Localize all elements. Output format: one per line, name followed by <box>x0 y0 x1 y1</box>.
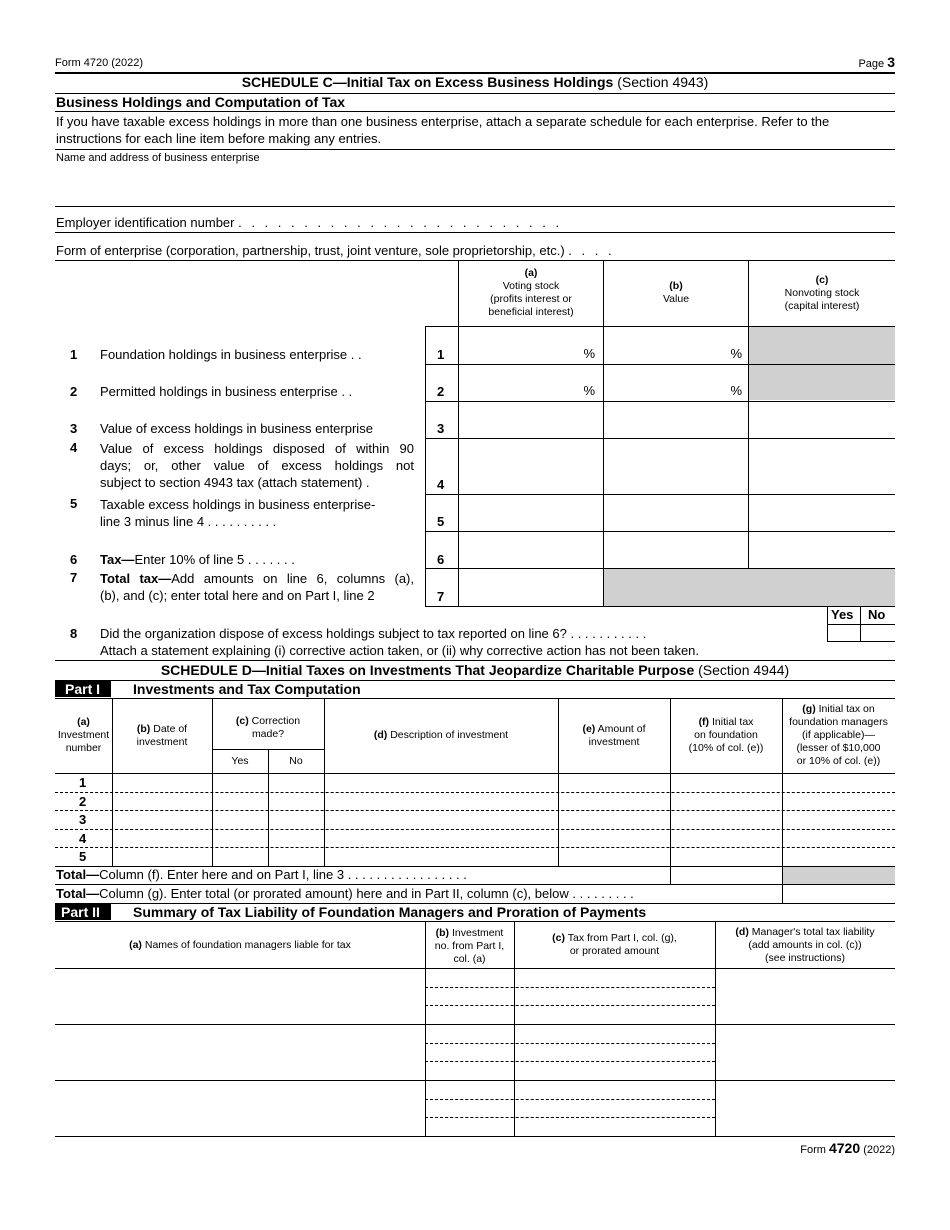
line-3-text: Value of excess holdings in business enterprise <box>100 421 373 436</box>
col-c-header: (c) Nonvoting stock (capital interest) <box>784 274 860 312</box>
line-5c-input[interactable] <box>749 495 895 531</box>
shaded-total-g <box>783 867 895 884</box>
line-1a-input[interactable]: % <box>583 346 595 361</box>
page-num: 3 <box>887 54 895 70</box>
line-7-num: 7 <box>70 570 78 585</box>
line-5-text: Taxable excess holdings in business enterprise- line 3 minus line 4 . . . . . . . . . . <box>100 497 376 529</box>
col-date-header: (b) Date of investment <box>136 723 188 748</box>
form-of-enterprise-field[interactable] <box>680 238 894 260</box>
no-header: No <box>868 607 886 622</box>
row-4-number: 4 <box>79 831 87 846</box>
line-1-box: 1 <box>437 347 445 362</box>
p2-col-a-header: (a) Names of foundation managers liable for tax <box>129 939 351 951</box>
line-6a-input[interactable] <box>459 532 603 568</box>
line-7-text: Total tax—Add amounts on line 6, columns (a), (b), and (c); enter total here and on Part I, line 2 <box>100 571 414 603</box>
ein-label: Employer identification number . . . . . . . . . . . . . . . . . . . . . . . . . <box>56 215 563 230</box>
schedule-c-intro: If you have taxable excess holdings in more than one business enterprise, attach a separate schedule for each enterprise. Refer to the instructions for each line item before making any entries. <box>56 114 830 146</box>
business-name-field[interactable] <box>56 166 894 204</box>
line-2-box: 2 <box>437 384 445 399</box>
line-3-num: 3 <box>70 421 78 436</box>
row-2-number: 2 <box>79 794 87 809</box>
line-1b-input[interactable]: % <box>730 346 742 361</box>
line-4c-input[interactable] <box>749 439 895 494</box>
line-8-instruction: Attach a statement explaining (i) corrective action taken, or (ii) why corrective action has not been taken. <box>100 643 700 658</box>
line-3-box: 3 <box>437 421 445 436</box>
line-6-num: 6 <box>70 552 78 567</box>
line-6b-input[interactable] <box>604 532 748 568</box>
col-investment-number-header: (a) Investment number <box>57 716 110 754</box>
total-f-input[interactable] <box>671 867 782 884</box>
part-1-pill: Part I <box>65 681 101 697</box>
part-1-title: Investments and Tax Computation <box>133 681 361 697</box>
line-2-text: Permitted holdings in business enterprise . . <box>100 384 353 399</box>
line-3c-input[interactable] <box>749 402 895 438</box>
line-4-num: 4 <box>70 440 78 455</box>
line-6-text: Tax—Enter 10% of line 5 . . . . . . . <box>100 552 295 567</box>
total-f-label: Total—Column (f). Enter here and on Part I, line 3 . . . . . . . . . . . . . . . . . <box>56 867 467 882</box>
manager-liability-3-input[interactable] <box>716 1081 895 1135</box>
part-2-pill: Part II <box>61 904 100 920</box>
row-3-number: 3 <box>79 812 87 827</box>
col-amount-header: (e) Amount of investment <box>582 723 646 748</box>
manager-liability-2-input[interactable] <box>716 1025 895 1079</box>
line-8-no-checkbox[interactable] <box>861 625 895 641</box>
manager-name-2-input[interactable] <box>56 1025 424 1079</box>
row-1-number: 1 <box>79 775 87 790</box>
line-1-text: Foundation holdings in business enterprise . . <box>100 347 362 362</box>
investment-rows-inputs[interactable] <box>113 774 895 866</box>
p2-col-b-header: (b) Investment no. from Part I, col. (a) <box>434 927 505 965</box>
col-b-header: (b) Value <box>604 260 749 326</box>
line-8-question: Did the organization dispose of excess holdings subject to tax reported on line 6? . . . . . . . . . . . <box>100 626 647 641</box>
page-word: Page <box>858 58 885 70</box>
line-6-box: 6 <box>437 552 445 567</box>
ein-field[interactable] <box>680 210 894 232</box>
line-8-yes-checkbox[interactable] <box>828 625 860 641</box>
col-tax-foundation-header: (f) Initial tax on foundation (10% of col. (e)) <box>688 716 764 754</box>
manager-name-3-input[interactable] <box>56 1081 424 1135</box>
line-7-box: 7 <box>437 589 445 604</box>
col-correction-no: No <box>289 755 303 767</box>
line-3b-input[interactable] <box>604 402 748 438</box>
total-g-input[interactable] <box>783 885 895 903</box>
manager-liability-1-input[interactable] <box>716 969 895 1023</box>
col-correction-yes: Yes <box>231 755 249 767</box>
line-5-num: 5 <box>70 496 78 511</box>
p2-col-d-header: (d) Manager's total tax liability (add amounts in col. (c)) (see instructions) <box>735 926 875 964</box>
p2-col-c-header: (c) Tax from Part I, col. (g), or prorated amount <box>552 932 677 957</box>
row-5-number: 5 <box>79 849 87 864</box>
line-5a-input[interactable] <box>459 495 603 531</box>
col-correction-header: (c) Correction made? <box>235 715 301 740</box>
line-4a-input[interactable] <box>459 439 603 494</box>
line-4-box: 4 <box>437 477 445 492</box>
line-3a-input[interactable] <box>459 402 603 438</box>
line-2b-input[interactable]: % <box>730 383 742 398</box>
schedule-c-title: SCHEDULE C—Initial Tax on Excess Business Holdings (Section 4943) <box>241 74 709 90</box>
line-6c-input[interactable] <box>749 532 895 568</box>
page-number <box>858 54 895 70</box>
yes-header: Yes <box>831 607 854 622</box>
col-a-header: (a) Voting stock (profits interest or beneficial interest) <box>458 260 604 326</box>
line-1-num: 1 <box>70 347 78 362</box>
manager-name-1-input[interactable] <box>56 969 424 1023</box>
form-of-enterprise-label: Form of enterprise (corporation, partnership, trust, joint venture, sole proprietorship, etc.) . . . . <box>56 243 615 258</box>
line-8-num: 8 <box>70 626 78 641</box>
line-2a-input[interactable]: % <box>583 383 595 398</box>
schedule-c-subtitle: Business Holdings and Computation of Tax <box>56 94 346 110</box>
business-name-label: Name and address of business enterprise <box>56 152 260 164</box>
line-4b-input[interactable] <box>604 439 748 494</box>
line-2-num: 2 <box>70 384 78 399</box>
part-2-title: Summary of Tax Liability of Foundation Managers and Proration of Payments <box>133 904 647 920</box>
shaded-cell-bc7 <box>604 569 895 606</box>
total-g-label: Total—Column (g). Enter total (or prorated amount) here and in Part II, column (c), below . . . . . . . . . <box>56 886 634 901</box>
schedule-d-title: SCHEDULE D—Initial Taxes on Investments That Jeopardize Charitable Purpose (Section 4944) <box>160 662 790 678</box>
line-5-box: 5 <box>437 514 445 529</box>
line-7a-input[interactable] <box>459 569 603 606</box>
col-description-header: (d) Description of investment <box>373 729 509 741</box>
line-5b-input[interactable] <box>604 495 748 531</box>
col-tax-managers-header: (g) Initial tax on foundation managers (if applicable)— (lesser of $10,000 or 10% of col. (e)) <box>789 703 888 767</box>
form-footer: Form 4720 (2022) <box>800 1140 895 1156</box>
line-4-text: Value of excess holdings disposed of within 90 days; or, other value of excess holdings not subject to section 4943 tax (attach statement) . <box>100 441 414 490</box>
form-header-left: Form 4720 (2022) <box>55 57 144 69</box>
